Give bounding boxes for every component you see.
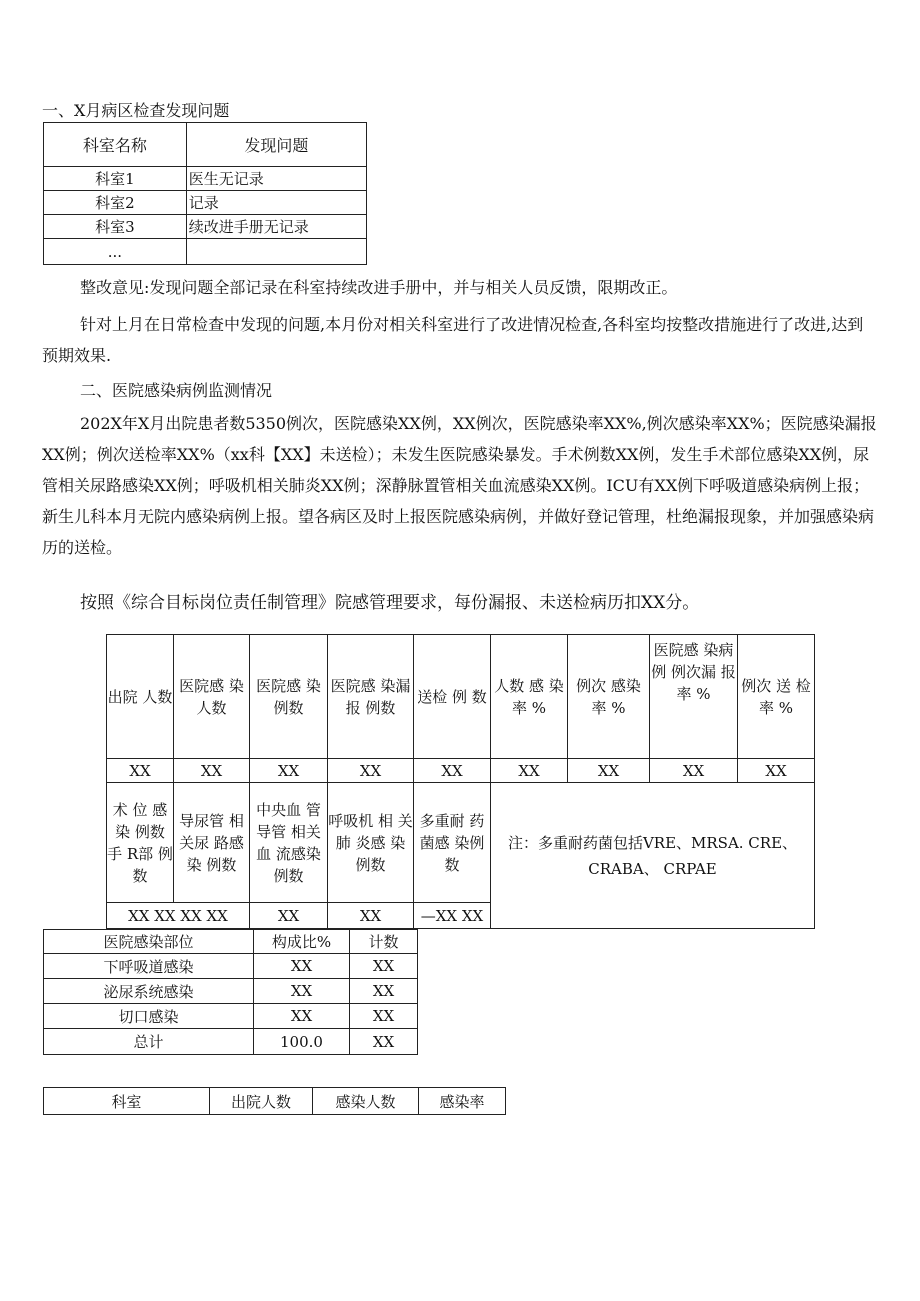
table-cell: 科室1: [44, 167, 187, 191]
stats-header: 医院感 染病例 例次漏 报率 %: [650, 635, 738, 759]
table-cell: [186, 239, 366, 265]
stats-header2: 中央血 管导管 相关血 流感染 例数: [250, 783, 328, 903]
site-cell: XX: [254, 954, 350, 979]
infection-site-table: [43, 929, 418, 1055]
stats-header: 人数 感 染率 %: [491, 635, 568, 759]
stats-value: XX: [491, 759, 568, 783]
site-cell: 100.0: [254, 1029, 350, 1055]
dept-header: 感染率: [419, 1088, 506, 1115]
department-table: [43, 1087, 506, 1115]
table-cell: 续改进手册无记录: [186, 215, 366, 239]
section1-title: 一、X月病区检查发现问题: [42, 101, 230, 120]
stats-header: 医院感 染 例数: [250, 635, 328, 759]
site-header: 计数: [350, 930, 418, 954]
stats-value2: XX: [328, 903, 414, 929]
monitoring-paragraph: 202X年X月出院患者数5350例次，医院感染XX例，XX例次，医院感染率XX%,例次感染率XX%；医院感染漏报XX例；例次送检率XX%（xx科【XX】未送检）；未发生医院感染暴发。手术例数XX例，发生手术部位感染XX例，尿管相关尿路感染XX例；呼吸机相关肺炎XX例；深静脉置管相关血流感染XX例。ICU有XX例下呼吸道感染病例上报；新生儿科本月无院内感染病例上报。望各病区及时上报医院感染病例，并做好登记管理，杜绝漏报现象，并加强感染病历的送检。: [42, 414, 877, 557]
site-header: 构成比%: [254, 930, 350, 954]
stats-value: XX: [414, 759, 491, 783]
rectification-paragraph: 整改意见:发现问题全部记录在科室持续改进手册中，并与相关人员反馈，限期改正。: [80, 278, 678, 297]
dept-header: 感染人数: [313, 1088, 419, 1115]
stats-value2: XX: [250, 903, 328, 929]
dept-header: 科室: [44, 1088, 210, 1115]
stats-value2: —XX XX: [414, 903, 491, 929]
site-cell: XX: [350, 1029, 418, 1055]
header-problem: 发现问题: [186, 123, 366, 167]
stats-value: XX: [174, 759, 250, 783]
site-cell: XX: [254, 979, 350, 1004]
header-dept: 科室名称: [44, 123, 187, 167]
site-cell: 切口感染: [44, 1004, 254, 1029]
stats-header2: 导尿管 相关尿 路感染 例数: [174, 783, 250, 903]
site-cell: XX: [254, 1004, 350, 1029]
site-cell: XX: [350, 979, 418, 1004]
site-header: 医院感染部位: [44, 930, 254, 954]
stats-header: 出院 人数: [107, 635, 174, 759]
stats-value: XX: [738, 759, 815, 783]
site-cell: 下呼吸道感染: [44, 954, 254, 979]
stats-value2: XX XX XX XX: [107, 903, 250, 929]
stats-header: 医院感 染 人数: [174, 635, 250, 759]
stats-value: XX: [107, 759, 174, 783]
stats-header: 送检 例 数: [414, 635, 491, 759]
site-cell: 泌尿系统感染: [44, 979, 254, 1004]
mdro-note: 注：多重耐药菌包括VRE、MRSA. CRE、CRABA、 CRPAE: [491, 783, 815, 929]
table-cell: 科室3: [44, 215, 187, 239]
stats-value: XX: [250, 759, 328, 783]
problem-table: [43, 122, 367, 265]
table-cell: 医生无记录: [186, 167, 366, 191]
stats-header: 例次 感染 率 %: [568, 635, 650, 759]
stats-value: XX: [650, 759, 738, 783]
stats-header: 例次 送 检率 %: [738, 635, 815, 759]
site-cell: XX: [350, 1004, 418, 1029]
improvement-paragraph: 针对上月在日常检查中发现的问题,本月份对相关科室进行了改进情况检查,各科室均按整改措施进行了改进,达到预期效果.: [42, 315, 864, 365]
deduction-paragraph: 按照《综合目标岗位责任制管理》院感管理要求，每份漏报、未送检病历扣XX分。: [80, 593, 700, 613]
stats-header: 医院感 染漏报 例数: [328, 635, 414, 759]
table-cell: 科室2: [44, 191, 187, 215]
section2-title: 二、医院感染病例监测情况: [80, 381, 273, 400]
site-cell: XX: [350, 954, 418, 979]
site-cell: 总计: [44, 1029, 254, 1055]
stats-value: XX: [568, 759, 650, 783]
table-cell: 记录: [186, 191, 366, 215]
stats-value: XX: [328, 759, 414, 783]
stats-header2: 多重耐 药菌感 染例数: [414, 783, 491, 903]
dept-header: 出院人数: [210, 1088, 313, 1115]
stats-table: [106, 634, 815, 929]
stats-header2: 呼吸机 相 关肺 炎感 染 例数: [328, 783, 414, 903]
table-cell: ...: [44, 239, 187, 265]
stats-header2: 术 位 感染 例数 手 R部 例数: [107, 783, 174, 903]
